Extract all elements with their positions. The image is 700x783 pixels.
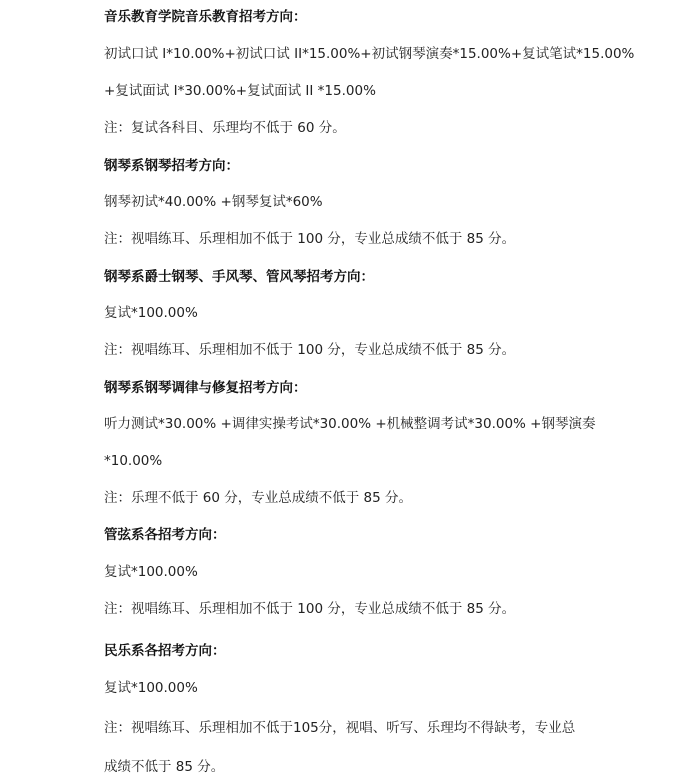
weight-formula-line: +复试面试 I*30.00%+复试面试 II *15.00% [104,83,376,99]
section-heading: 管弦系各招考方向： [104,527,226,543]
section-note: 注：乐理不低于 60 分，专业总成绩不低于 85 分。 [104,490,413,506]
weight-formula-line: 复试*100.00% [104,305,198,321]
weight-formula-line: 听力测试*30.00% +调律实操考试*30.00% +机械整调考试*30.00% +钢琴演奏 [104,416,596,432]
section-note: 注：复试各科目、乐理均不低于 60 分。 [104,120,346,136]
section-note: 注：视唱练耳、乐理相加不低于 100 分，专业总成绩不低于 85 分。 [104,342,516,358]
section-note: 注：视唱练耳、乐理相加不低于 100 分，专业总成绩不低于 85 分。 [104,231,516,247]
section-note: 注：视唱练耳、乐理相加不低于 100 分，专业总成绩不低于 85 分。 [104,601,516,617]
weight-formula-line: 复试*100.00% [104,680,198,696]
section-note-continued: 成绩不低于 85 分。 [104,759,225,775]
section-note: 注：视唱练耳、乐理相加不低于105分，视唱、听写、乐理均不得缺考，专业总 [104,720,576,736]
weight-formula-line: 复试*100.00% [104,564,198,580]
weight-formula-line: 初试口试 I*10.00%+初试口试 II*15.00%+初试钢琴演奏*15.00%+复试笔试*15.00% [104,46,635,62]
weight-formula-line: 钢琴初试*40.00% +钢琴复试*60% [104,194,323,210]
section-heading: 钢琴系钢琴调律与修复招考方向： [104,380,307,396]
section-heading: 民乐系各招考方向： [104,643,226,659]
section-heading: 音乐教育学院音乐教育招考方向： [104,9,307,25]
section-heading: 钢琴系爵士钢琴、手风琴、管风琴招考方向： [104,269,374,285]
weight-formula-line: *10.00% [104,453,163,469]
section-heading: 钢琴系钢琴招考方向： [104,158,239,174]
